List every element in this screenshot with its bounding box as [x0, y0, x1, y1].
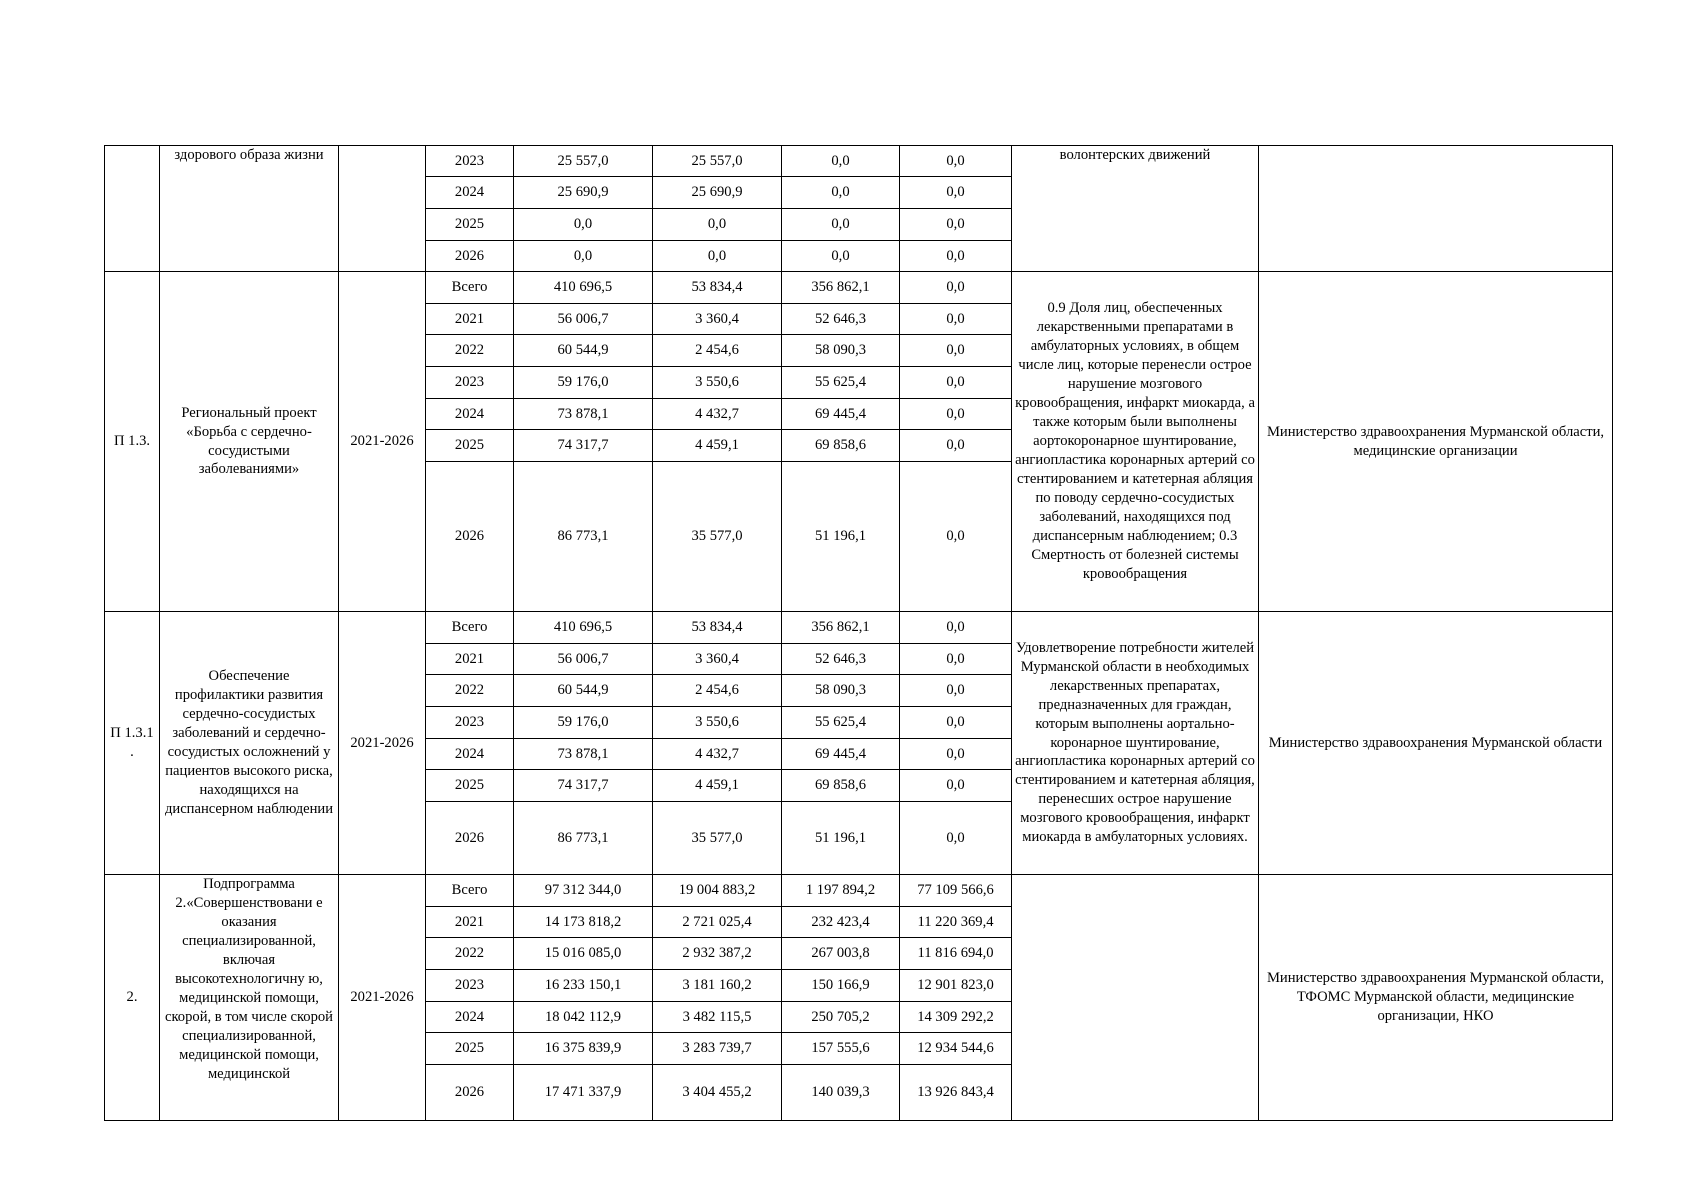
regional-budget-cell: 157 555,6 — [782, 1033, 900, 1065]
total-cell: 73 878,1 — [514, 739, 653, 770]
regional-budget-cell: 69 445,4 — [782, 739, 900, 770]
other-sources-cell: 0,0 — [900, 146, 1012, 177]
regional-budget-cell: 58 090,3 — [782, 335, 900, 367]
total-cell: 97 312 344,0 — [514, 875, 653, 907]
federal-budget-cell: 3 482 115,5 — [653, 1002, 782, 1033]
total-cell: 56 006,7 — [514, 644, 653, 675]
item-name-cell: Подпрограмма 2.«Совершенствовани е оказания специализированной, включая высокотехнологичну ю, медицинской помощи, скорой, в том числе скорой специализированной, медицинской помощи, медицинской — [160, 875, 339, 1121]
year-cell: 2026 — [426, 1065, 514, 1121]
total-cell: 86 773,1 — [514, 802, 653, 875]
other-sources-cell: 0,0 — [900, 739, 1012, 770]
total-cell: 25 690,9 — [514, 177, 653, 209]
regional-budget-cell: 69 858,6 — [782, 770, 900, 802]
total-cell: 410 696,5 — [514, 612, 653, 644]
table-row — [105, 875, 1613, 907]
federal-budget-cell: 53 834,4 — [653, 272, 782, 304]
total-cell: 86 773,1 — [514, 462, 653, 612]
other-sources-cell: 0,0 — [900, 675, 1012, 707]
other-sources-cell: 0,0 — [900, 462, 1012, 612]
other-sources-cell: 0,0 — [900, 770, 1012, 802]
table-row — [105, 272, 1613, 304]
other-sources-cell: 0,0 — [900, 802, 1012, 875]
goal-indicator-cell — [1012, 875, 1259, 1121]
federal-budget-cell: 2 721 025,4 — [653, 907, 782, 938]
goal-indicator-cell: волонтерских движений — [1012, 146, 1259, 272]
row-number-cell: П 1.3.1 . — [105, 612, 160, 875]
regional-budget-cell: 55 625,4 — [782, 367, 900, 399]
period-cell: 2021-2026 — [339, 272, 426, 612]
year-cell: 2024 — [426, 1002, 514, 1033]
total-cell: 16 375 839,9 — [514, 1033, 653, 1065]
row-number-cell: 2. — [105, 875, 160, 1121]
year-cell: 2024 — [426, 177, 514, 209]
year-cell: 2025 — [426, 209, 514, 241]
year-cell: Всего — [426, 612, 514, 644]
other-sources-cell: 0,0 — [900, 612, 1012, 644]
executor-cell — [1259, 146, 1613, 272]
row-number-cell: П 1.3. — [105, 272, 160, 612]
federal-budget-cell: 4 432,7 — [653, 739, 782, 770]
other-sources-cell: 12 934 544,6 — [900, 1033, 1012, 1065]
year-cell: 2026 — [426, 802, 514, 875]
other-sources-cell: 77 109 566,6 — [900, 875, 1012, 907]
period-cell — [339, 146, 426, 272]
regional-budget-cell: 356 862,1 — [782, 612, 900, 644]
year-cell: 2026 — [426, 241, 514, 272]
regional-budget-cell: 232 423,4 — [782, 907, 900, 938]
total-cell: 17 471 337,9 — [514, 1065, 653, 1121]
year-cell: 2025 — [426, 770, 514, 802]
federal-budget-cell: 0,0 — [653, 241, 782, 272]
total-cell: 15 016 085,0 — [514, 938, 653, 970]
regional-budget-cell: 150 166,9 — [782, 970, 900, 1002]
year-cell: 2022 — [426, 675, 514, 707]
federal-budget-cell: 4 459,1 — [653, 430, 782, 462]
year-cell: 2022 — [426, 938, 514, 970]
regional-budget-cell: 55 625,4 — [782, 707, 900, 739]
total-cell: 59 176,0 — [514, 367, 653, 399]
item-name-cell: Региональный проект «Борьба с сердечно-сосудистыми заболеваниями» — [160, 272, 339, 612]
regional-budget-cell: 140 039,3 — [782, 1065, 900, 1121]
other-sources-cell: 0,0 — [900, 430, 1012, 462]
regional-budget-cell: 51 196,1 — [782, 802, 900, 875]
other-sources-cell: 14 309 292,2 — [900, 1002, 1012, 1033]
total-cell: 0,0 — [514, 209, 653, 241]
item-name-cell: здорового образа жизни — [160, 146, 339, 272]
year-cell: 2023 — [426, 367, 514, 399]
year-cell: 2023 — [426, 970, 514, 1002]
federal-budget-cell: 2 932 387,2 — [653, 938, 782, 970]
federal-budget-cell: 4 459,1 — [653, 770, 782, 802]
other-sources-cell: 0,0 — [900, 177, 1012, 209]
year-cell: 2025 — [426, 1033, 514, 1065]
other-sources-cell: 13 926 843,4 — [900, 1065, 1012, 1121]
other-sources-cell: 0,0 — [900, 335, 1012, 367]
year-cell: 2024 — [426, 739, 514, 770]
year-cell: 2023 — [426, 707, 514, 739]
total-cell: 14 173 818,2 — [514, 907, 653, 938]
total-cell: 74 317,7 — [514, 770, 653, 802]
other-sources-cell: 0,0 — [900, 644, 1012, 675]
federal-budget-cell: 3 181 160,2 — [653, 970, 782, 1002]
other-sources-cell: 0,0 — [900, 272, 1012, 304]
federal-budget-cell: 3 283 739,7 — [653, 1033, 782, 1065]
program-table — [104, 145, 1613, 1121]
table-row — [105, 146, 1613, 177]
federal-budget-cell: 4 432,7 — [653, 399, 782, 430]
year-cell: 2024 — [426, 399, 514, 430]
table-row — [105, 612, 1613, 644]
regional-budget-cell: 0,0 — [782, 241, 900, 272]
federal-budget-cell: 2 454,6 — [653, 335, 782, 367]
year-cell: 2023 — [426, 146, 514, 177]
regional-budget-cell: 1 197 894,2 — [782, 875, 900, 907]
period-cell: 2021-2026 — [339, 612, 426, 875]
other-sources-cell: 0,0 — [900, 209, 1012, 241]
federal-budget-cell: 3 360,4 — [653, 304, 782, 335]
other-sources-cell: 12 901 823,0 — [900, 970, 1012, 1002]
federal-budget-cell: 0,0 — [653, 209, 782, 241]
total-cell: 16 233 150,1 — [514, 970, 653, 1002]
other-sources-cell: 0,0 — [900, 707, 1012, 739]
executor-cell: Министерство здравоохранения Мурманской области, ТФОМС Мурманской области, медицинские организации, НКО — [1259, 875, 1613, 1121]
federal-budget-cell: 35 577,0 — [653, 462, 782, 612]
total-cell: 0,0 — [514, 241, 653, 272]
year-cell: 2021 — [426, 304, 514, 335]
other-sources-cell: 11 816 694,0 — [900, 938, 1012, 970]
executor-cell: Министерство здравоохранения Мурманской области — [1259, 612, 1613, 875]
year-cell: 2021 — [426, 907, 514, 938]
total-cell: 74 317,7 — [514, 430, 653, 462]
federal-budget-cell: 25 557,0 — [653, 146, 782, 177]
other-sources-cell: 0,0 — [900, 304, 1012, 335]
regional-budget-cell: 69 445,4 — [782, 399, 900, 430]
federal-budget-cell: 2 454,6 — [653, 675, 782, 707]
period-cell: 2021-2026 — [339, 875, 426, 1121]
other-sources-cell: 0,0 — [900, 241, 1012, 272]
federal-budget-cell: 19 004 883,2 — [653, 875, 782, 907]
row-number-cell — [105, 146, 160, 272]
goal-indicator-cell: Удовлетворение потребности жителей Мурманской области в необходимых лекарственных препаратах, предназначенных для граждан, которым выполнены аортально-коронарное шунтирование, ангиопластика коронарных артерий со стентированием и катетерная абляция, перенесших острое нарушение мозгового кровообращения, инфаркт миокарда в амбулаторных условиях. — [1012, 612, 1259, 875]
year-cell: Всего — [426, 272, 514, 304]
total-cell: 25 557,0 — [514, 146, 653, 177]
regional-budget-cell: 356 862,1 — [782, 272, 900, 304]
regional-budget-cell: 0,0 — [782, 177, 900, 209]
regional-budget-cell: 267 003,8 — [782, 938, 900, 970]
total-cell: 56 006,7 — [514, 304, 653, 335]
total-cell: 73 878,1 — [514, 399, 653, 430]
total-cell: 60 544,9 — [514, 335, 653, 367]
goal-indicator-cell: 0.9 Доля лиц, обеспеченных лекарственными препаратами в амбулаторных условиях, в общем числе лиц, которые перенесли острое нарушение мозгового кровообращения, инфаркт миокарда, а также которым были выполнены аортокоронарное шунтирование, ангиопластика коронарных артерий со стентированием и катетерная абляция по поводу сердечно-сосудистых заболеваний, находящихся под диспансерным наблюдением; 0.3 Смертность от болезней системы кровообращения — [1012, 272, 1259, 612]
regional-budget-cell: 51 196,1 — [782, 462, 900, 612]
federal-budget-cell: 3 550,6 — [653, 367, 782, 399]
year-cell: 2021 — [426, 644, 514, 675]
total-cell: 18 042 112,9 — [514, 1002, 653, 1033]
regional-budget-cell: 58 090,3 — [782, 675, 900, 707]
federal-budget-cell: 3 404 455,2 — [653, 1065, 782, 1121]
regional-budget-cell: 0,0 — [782, 146, 900, 177]
regional-budget-cell: 0,0 — [782, 209, 900, 241]
other-sources-cell: 0,0 — [900, 399, 1012, 430]
regional-budget-cell: 69 858,6 — [782, 430, 900, 462]
item-name-cell: Обеспечение профилактики развития сердечно-сосудистых заболеваний и сердечно-сосудистых осложнений у пациентов высокого риска, находящихся на диспансерном наблюдении — [160, 612, 339, 875]
regional-budget-cell: 52 646,3 — [782, 644, 900, 675]
regional-budget-cell: 250 705,2 — [782, 1002, 900, 1033]
federal-budget-cell: 35 577,0 — [653, 802, 782, 875]
total-cell: 59 176,0 — [514, 707, 653, 739]
federal-budget-cell: 3 360,4 — [653, 644, 782, 675]
total-cell: 60 544,9 — [514, 675, 653, 707]
federal-budget-cell: 53 834,4 — [653, 612, 782, 644]
regional-budget-cell: 52 646,3 — [782, 304, 900, 335]
year-cell: Всего — [426, 875, 514, 907]
year-cell: 2025 — [426, 430, 514, 462]
total-cell: 410 696,5 — [514, 272, 653, 304]
federal-budget-cell: 3 550,6 — [653, 707, 782, 739]
federal-budget-cell: 25 690,9 — [653, 177, 782, 209]
year-cell: 2022 — [426, 335, 514, 367]
year-cell: 2026 — [426, 462, 514, 612]
executor-cell: Министерство здравоохранения Мурманской области, медицинские организации — [1259, 272, 1613, 612]
other-sources-cell: 11 220 369,4 — [900, 907, 1012, 938]
other-sources-cell: 0,0 — [900, 367, 1012, 399]
